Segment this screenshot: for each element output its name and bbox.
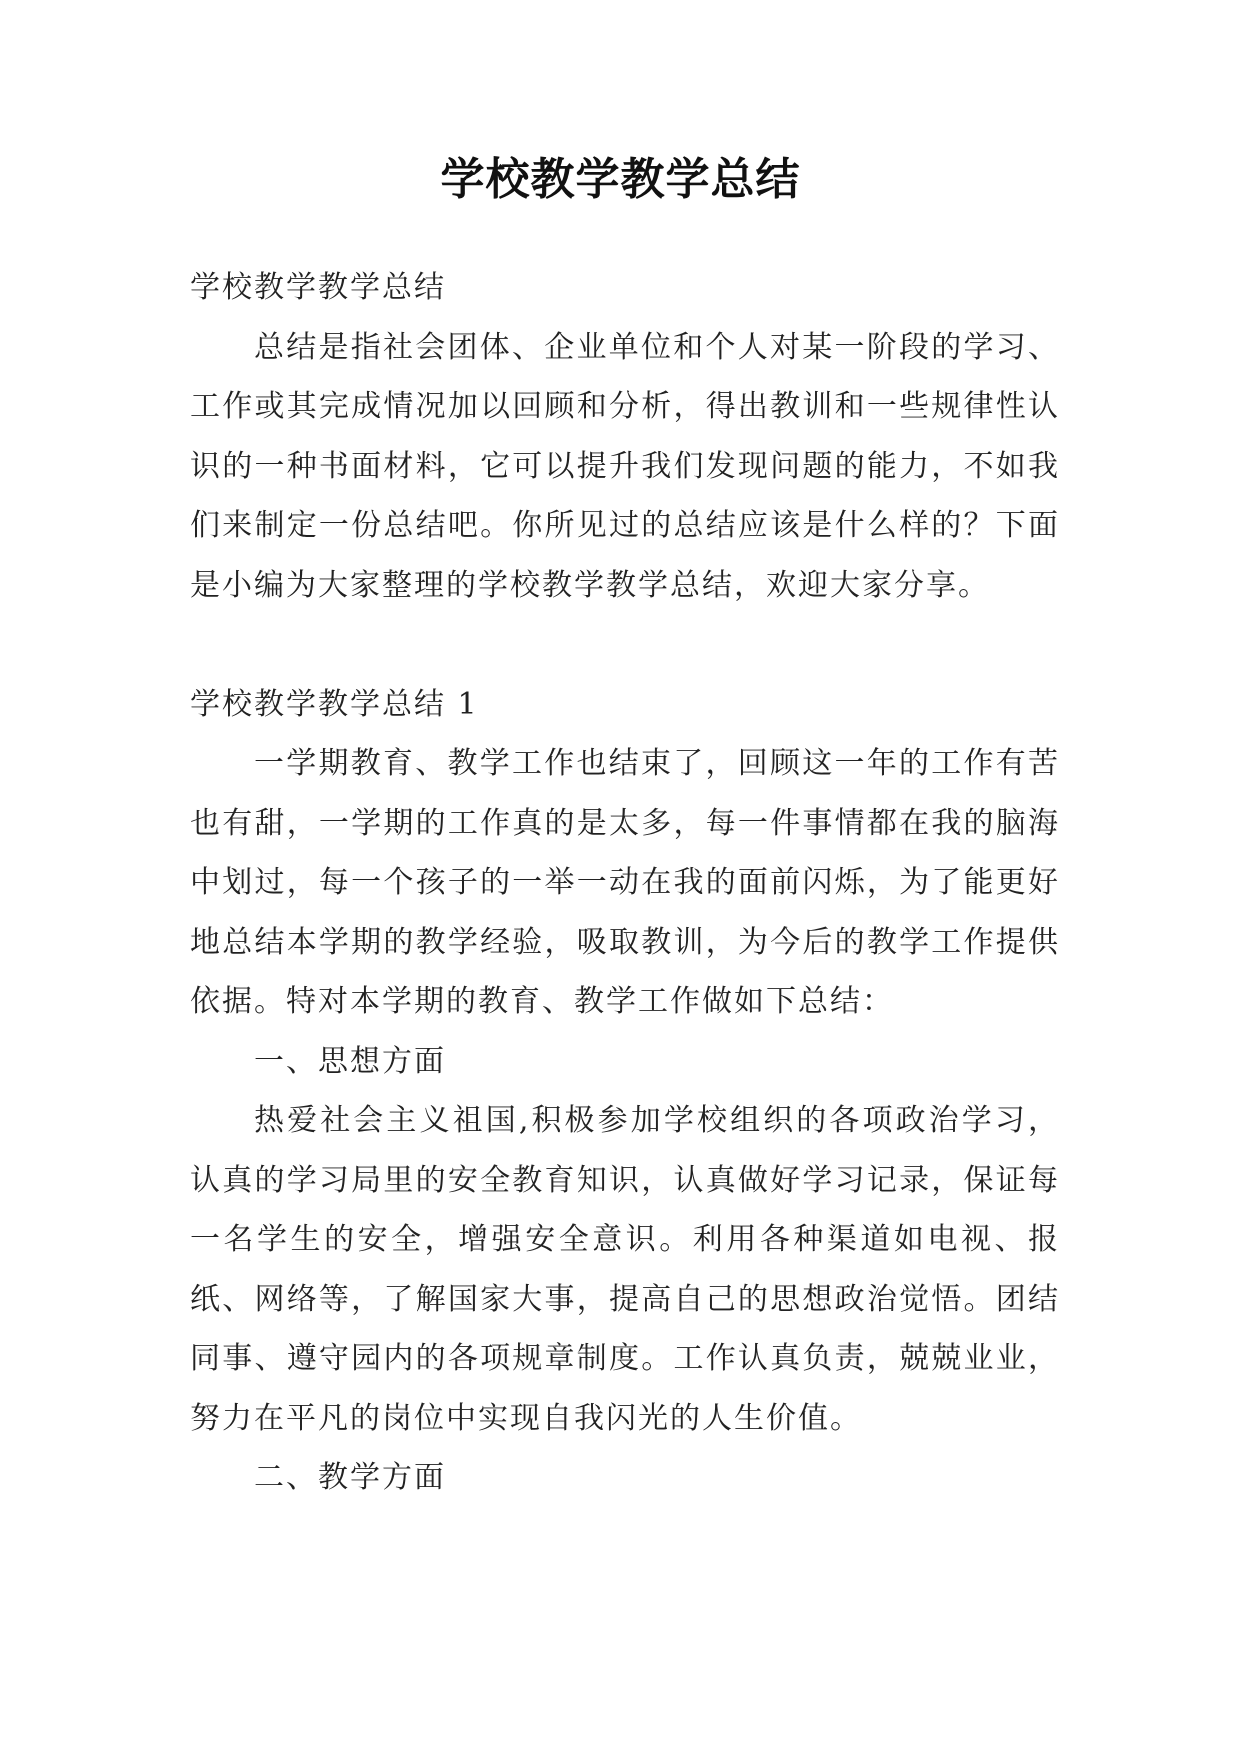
document-subtitle: 学校教学教学总结	[190, 270, 446, 305]
body-paragraph: 一学期教育、教学工作也结束了，回顾这一年的工作有苦也有甜，一学期的工作真的是太多，每一件事情都在我的脑海中划过，每一个孩子的一举一动在我的面前闪烁，为了能更好地总结本学期的教学经验，吸取教训，为今后的教学工作提供依据。特对本学期的教育、教学工作做如下总结：	[190, 746, 1060, 1019]
subheading-thought: 一、思想方面	[254, 1043, 446, 1079]
paragraph-spacer	[190, 615, 1060, 675]
body-paragraph-thought: 热爱社会主义祖国,积极参加学校组织的各项政治学习，认真的学习局里的安全教育知识，认真做好学习记录，保证每一名学生的安全，增强安全意识。利用各种渠道如电视、报纸、网络等，了解国家大事，提高自己的思想政治觉悟。团结同事、遵守园内的各项规章制度。工作认真负责，兢兢业业，努力在平凡的岗位中实现自我闪光的人生价值。	[190, 1103, 1060, 1436]
subheading-teaching: 二、教学方面	[254, 1460, 446, 1495]
section-heading: 学校教学教学总结 1	[190, 686, 479, 722]
document-body	[190, 258, 1060, 1508]
intro-paragraph: 总结是指社会团体、企业单位和个人对某一阶段的学习、工作或其完成情况加以回顾和分析，得出教训和一些规律性认识的一种书面材料，它可以提升我们发现问题的能力，不如我们来制定一份总结吧。你所见过的总结应该是什么样的？下面是小编为大家整理的学校教学教学总结，欢迎大家分享。	[190, 329, 1060, 603]
document-title: 学校教学教学总结	[440, 154, 801, 205]
